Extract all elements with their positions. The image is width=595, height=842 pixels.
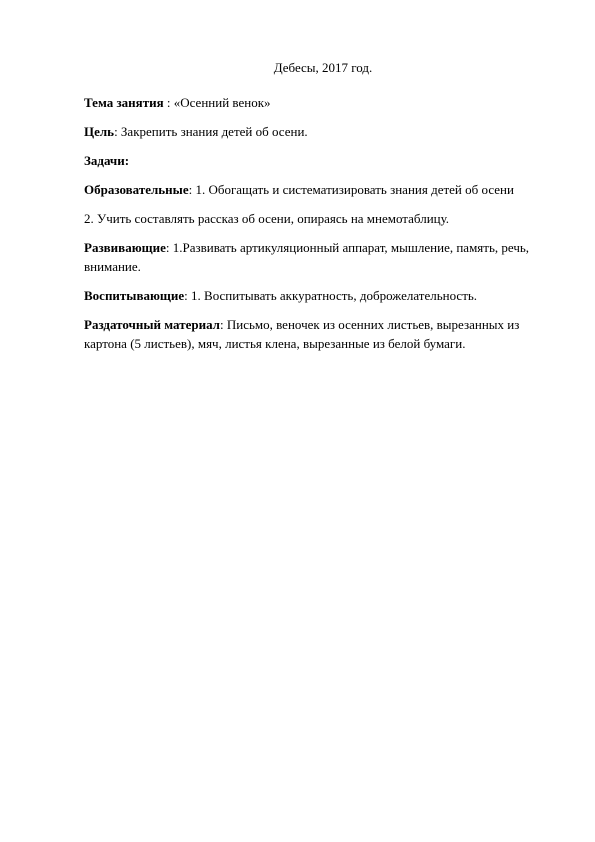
handout-label: Раздаточный материал	[84, 317, 220, 332]
topic-paragraph	[84, 93, 554, 112]
document-content	[84, 58, 554, 363]
tasks-label: Задачи:	[84, 153, 130, 168]
goal-paragraph	[84, 122, 554, 141]
handout-text: : Письмо, веночек из осенних листьев, вырезанных из картона (5 листьев), мяч, листья клена, вырезанные из белой бумаги.	[84, 317, 520, 351]
topic-text: : «Осенний венок»	[163, 95, 271, 110]
topic-label: Тема занятия	[84, 95, 164, 110]
educational-text: : 1. Обогащать и систематизировать знания детей об осени	[188, 182, 514, 197]
nurturing-label: Воспитывающие	[84, 288, 185, 303]
educational-item-2: 2. Учить составлять рассказ об осени, опираясь на мнемотаблицу.	[84, 211, 450, 226]
developing-label: Развивающие	[84, 240, 166, 255]
goal-label: Цель	[84, 124, 115, 139]
nurturing-text: : 1. Воспитывать аккуратность, доброжелательность.	[184, 288, 478, 303]
developing-text: : 1.Развивать артикуляционный аппарат, мышление, память, речь, внимание.	[84, 240, 530, 274]
document-header: Дебесы, 2017 год.	[273, 60, 373, 75]
developing-paragraph	[84, 238, 554, 276]
educational-paragraph	[84, 180, 554, 199]
tasks-paragraph	[84, 151, 554, 170]
nurturing-paragraph	[84, 286, 554, 305]
goal-text: : Закрепить знания детей об осени.	[114, 124, 308, 139]
educational-label: Образовательные	[84, 182, 189, 197]
handout-paragraph	[84, 315, 554, 353]
